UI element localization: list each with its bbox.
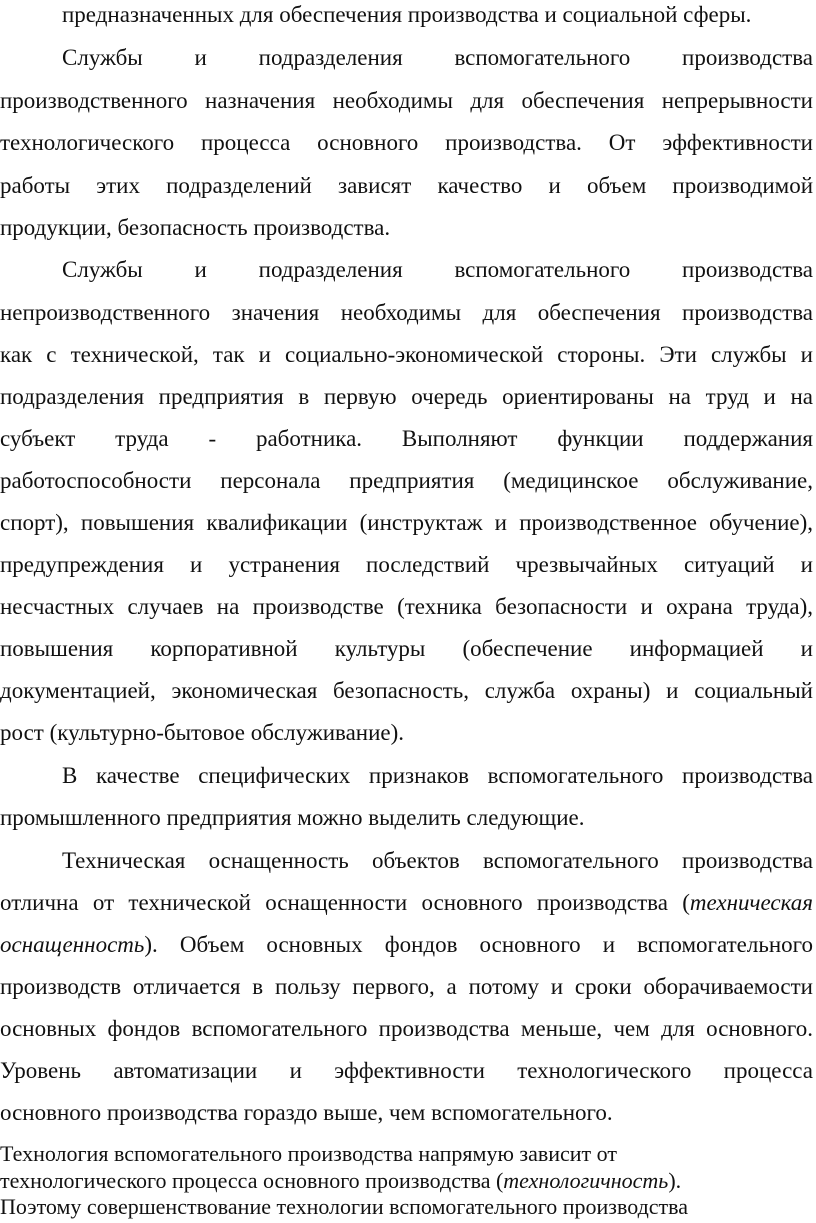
text-line: [0, 1167, 681, 1195]
text-segment: ).: [668, 1168, 682, 1193]
text-line: В качестве специфических признаков вспомогательного производства: [62, 763, 813, 788]
text-line: несчастных случаев на производстве (техника безопасности и охрана труда),: [0, 594, 813, 619]
text-line: Службы и подразделения вспомогательного производства: [62, 45, 813, 70]
text-line: основных фондов вспомогательного производства меньше, чем для основного.: [0, 1016, 813, 1041]
text-line: Службы и подразделения вспомогательного производства: [62, 257, 813, 282]
text-line: подразделения предприятия в первую очередь ориентированы на труд и на: [0, 384, 813, 409]
text-line: производственного назначения необходимы для обеспечения непрерывности: [0, 88, 813, 113]
text-line: [0, 888, 813, 918]
text-segment: ). Объем основных фондов основного и вспомогательного: [144, 932, 813, 957]
text-line: предназначенных для обеспечения производства и социальной сферы.: [62, 2, 752, 27]
text-line: работы этих подразделений зависят качество и объем производимой: [0, 173, 813, 198]
text-line: непроизводственного значения необходимы для обеспечения производства: [0, 300, 813, 325]
text-line: работоспособности персонала предприятия (медицинское обслуживание,: [0, 468, 813, 493]
text-line: Технология вспомогательного производства напрямую зависит от: [0, 1141, 617, 1166]
text-line: производств отличается в пользу первого, а потому и сроки оборачиваемости: [0, 974, 813, 999]
text-segment: технологического процесса основного производства (: [0, 1168, 504, 1193]
emphasis-term: оснащенность: [0, 932, 145, 957]
text-line: документацией, экономическая безопасность, служба охраны) и социальный: [0, 678, 813, 703]
emphasis-term: технологичность: [503, 1168, 669, 1193]
text-line: рост (культурно-бытовое обслуживание).: [0, 720, 405, 745]
text-line: повышения корпоративной культуры (обеспечение информацией и: [0, 636, 813, 661]
text-line: предупреждения и устранения последствий чрезвычайных ситуаций и: [0, 552, 813, 577]
text-line: основного производства гораздо выше, чем вспомогательного.: [0, 1100, 613, 1125]
text-line: [0, 930, 813, 960]
text-line: спорт), повышения квалификации (инструктаж и производственное обучение),: [0, 510, 813, 535]
text-line: как с технической, так и социально-экономической стороны. Эти службы и: [0, 342, 813, 367]
text-line: Поэтому совершенствование технологии вспомогательного производства: [0, 1194, 689, 1219]
text-line: продукции, безопасность производства.: [0, 215, 391, 240]
text-segment: отлична от технической оснащенности основного производства (: [0, 890, 690, 915]
emphasis-term: техническая: [689, 890, 813, 915]
text-line: Техническая оснащенность объектов вспомогательного производства: [62, 848, 813, 873]
text-line: Уровень автоматизации и эффективности технологического процесса: [0, 1058, 813, 1083]
text-line: технологического процесса основного производства. От эффективности: [0, 130, 813, 155]
text-line: субъект труда - работника. Выполняют функции поддержания: [0, 426, 813, 451]
text-line: промышленного предприятия можно выделить следующие.: [0, 805, 585, 830]
